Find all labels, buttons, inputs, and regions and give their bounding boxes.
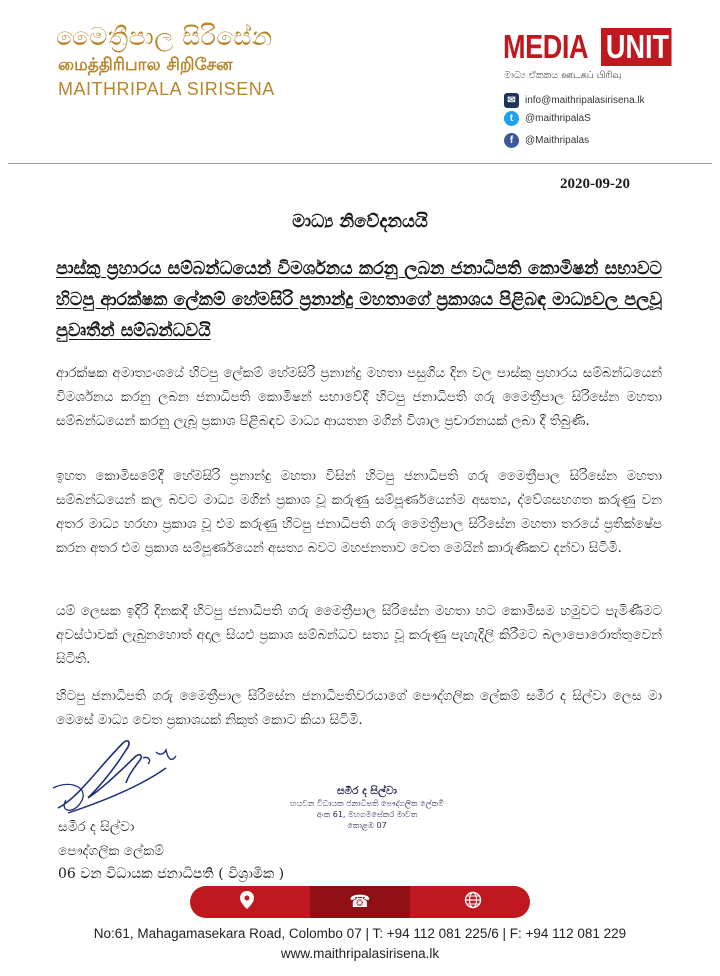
footer-website[interactable]: www.maithripalasirisena.lk [280, 946, 440, 961]
stamp-line-3: කොළඹ 07 [347, 821, 387, 830]
contact-twitter[interactable] [504, 110, 591, 126]
contact-email-text[interactable]: info@maithripalasirisena.lk [525, 94, 645, 106]
location-pin-icon[interactable] [227, 891, 267, 914]
signoff-title: පෞද්ගලික ලේකම් [58, 843, 164, 859]
name-sinhala: මෛත්‍රීපාල සිරිසේන [56, 22, 273, 51]
paragraph-1: ආරක්ෂක අමාත්‍යංශයේ හිටපු ලේකම් හේමසිරි ප්‍රනාන්දු මහතා පසුගිය දින වල පාස්කු ප්‍රහාරය සම්බන්ධයෙන් විමර්ශනය කරනු ලබන ජනාධිපති කොමිෂන් සභාවේදී හිටපු ජනාධිපති ගරු මෛත්‍රීපාල සිරිසේන මහතා සම්බන්ධයෙන් කරනු ලැබූ ප්‍රකාශ පිළිබඳව මාධ්‍ය ආයතන මගින් විශාල ප්‍රචාරනයක් ලබා දී තිබුණි. [56, 366, 662, 429]
paragraph-2: ඉහත කොමිසමේදී හේමසිරි ප්‍රනාන්දු මහතා විසින් හිටපු ජනාධිපති ගරු මෛත්‍රීපාල සිරිසේන මහතා සම්බන්ධයෙන් කල බවට මාධ්‍ය මගින් ප්‍රකාශ වූ කරුණු සම්පූර්ණයෙන්ම අසත්‍ය, ද්වේශසහගත කරුණු වන අතර මාධ්‍ය හරහා ප්‍රකාශ වූ එම කරුණු හිටපු ජනාධිපති ගරු මෛත්‍රීපාල සිරිසේන මහතා තරයේ ප්‍රතික්ෂේප කරන අතර එම ප්‍රකාශ සම්පූර්ණයෙන් අසත්‍ය බවට මහජනතාව වෙත මෙයින් කාරුණිකව දන්වා සිටිමි. [56, 469, 662, 556]
name-english: MAITHRIPALA SIRISENA [58, 79, 275, 99]
document-date: 2020-09-20 [560, 176, 630, 192]
contact-facebook-text[interactable]: @Maithripalas [525, 134, 590, 146]
logo-media-text: MEDIA [503, 28, 589, 65]
contact-facebook[interactable] [504, 132, 589, 148]
handwritten-signature [48, 728, 198, 823]
header-divider [8, 163, 712, 164]
logo-subtitle: මාධ්‍ය ඒකකය ஊடகப் பிரிவு [504, 70, 622, 81]
headline: පාස්කු ප්‍රහාරය සම්බන්ධයෙන් විමර්ශනය කරනු ලබන ජනාධිපති කොමිෂන් සභාවට හිටපු ආරක්ෂක ලේකම් හේමසිරි ප්‍රනාන්දු මහතාගේ ප්‍රකාශය පිළිබඳ මාධ්‍යවල පලවූ පුවෘතීන් සම්බන්ධවයි [56, 259, 662, 341]
stamp-line-1: හයවන විධායක ජනාධිපති පෞද්ගලික ලේකම් [290, 799, 444, 808]
media-unit-logo [503, 28, 687, 66]
official-stamp [282, 784, 452, 831]
stamp-line-2: අංක 61, මහගමසේකර මාවත [316, 810, 418, 819]
globe-icon[interactable] [453, 891, 493, 914]
contact-email[interactable] [504, 92, 645, 108]
footer-address: No:61, Mahagamasekara Road, Colombo 07 | T: +94 112 081 225/6 | F: +94 112 081 229 [93, 926, 627, 941]
signoff-role: 06 වන විධායක ජනාධිපති ( විශ්‍රාමික ) [58, 866, 285, 882]
document-title: මාධ්‍ය නිවේදනයයි [292, 211, 428, 232]
twitter-icon: t [504, 111, 519, 126]
logo-unit-text: UNIT [601, 28, 672, 66]
paragraph-4: හිටපු ජනාධිපති ගරු මෛත්‍රීපාල සිරිසේන ජනාධිපතිවරයාගේ පෞද්ගලික ලේකම් සමීර ද සිල්වා ලෙස මා මෙසේ මාධ්‍ය වෙත ප්‍රකාශයක් නිකුත් කොට කියා සිටිමි. [56, 689, 662, 728]
telephone-icon[interactable]: ☎ [349, 892, 371, 912]
footer-icon-bar [190, 886, 530, 918]
name-tamil: மைத்திரிபால சிறிசேன [58, 55, 233, 75]
stamp-name: සමීර ද සිල්වා [337, 785, 397, 797]
contact-twitter-text[interactable]: @maithripalaS [525, 112, 591, 124]
envelope-icon: ✉ [504, 93, 519, 108]
paragraph-3: යම් ලෙසක ඉදිරි දිනකදී හිටපු ජනාධිපති ගරු මෛත්‍රීපාල සිරිසේන මහතා හට කොමිසම හමුවට පැමිණීමට අවස්ථාවක් ලැබුනහොත් අදාල සියළු ප්‍රකාශ සම්බන්ධව සත්‍ය වූ කරුණු පැහැදිලි කිරීමට බලාපොරොත්තුවෙන් සිටිති. [56, 604, 662, 667]
signoff-name: සමීර ද සිල්වා [58, 819, 135, 835]
facebook-icon: f [504, 133, 519, 148]
